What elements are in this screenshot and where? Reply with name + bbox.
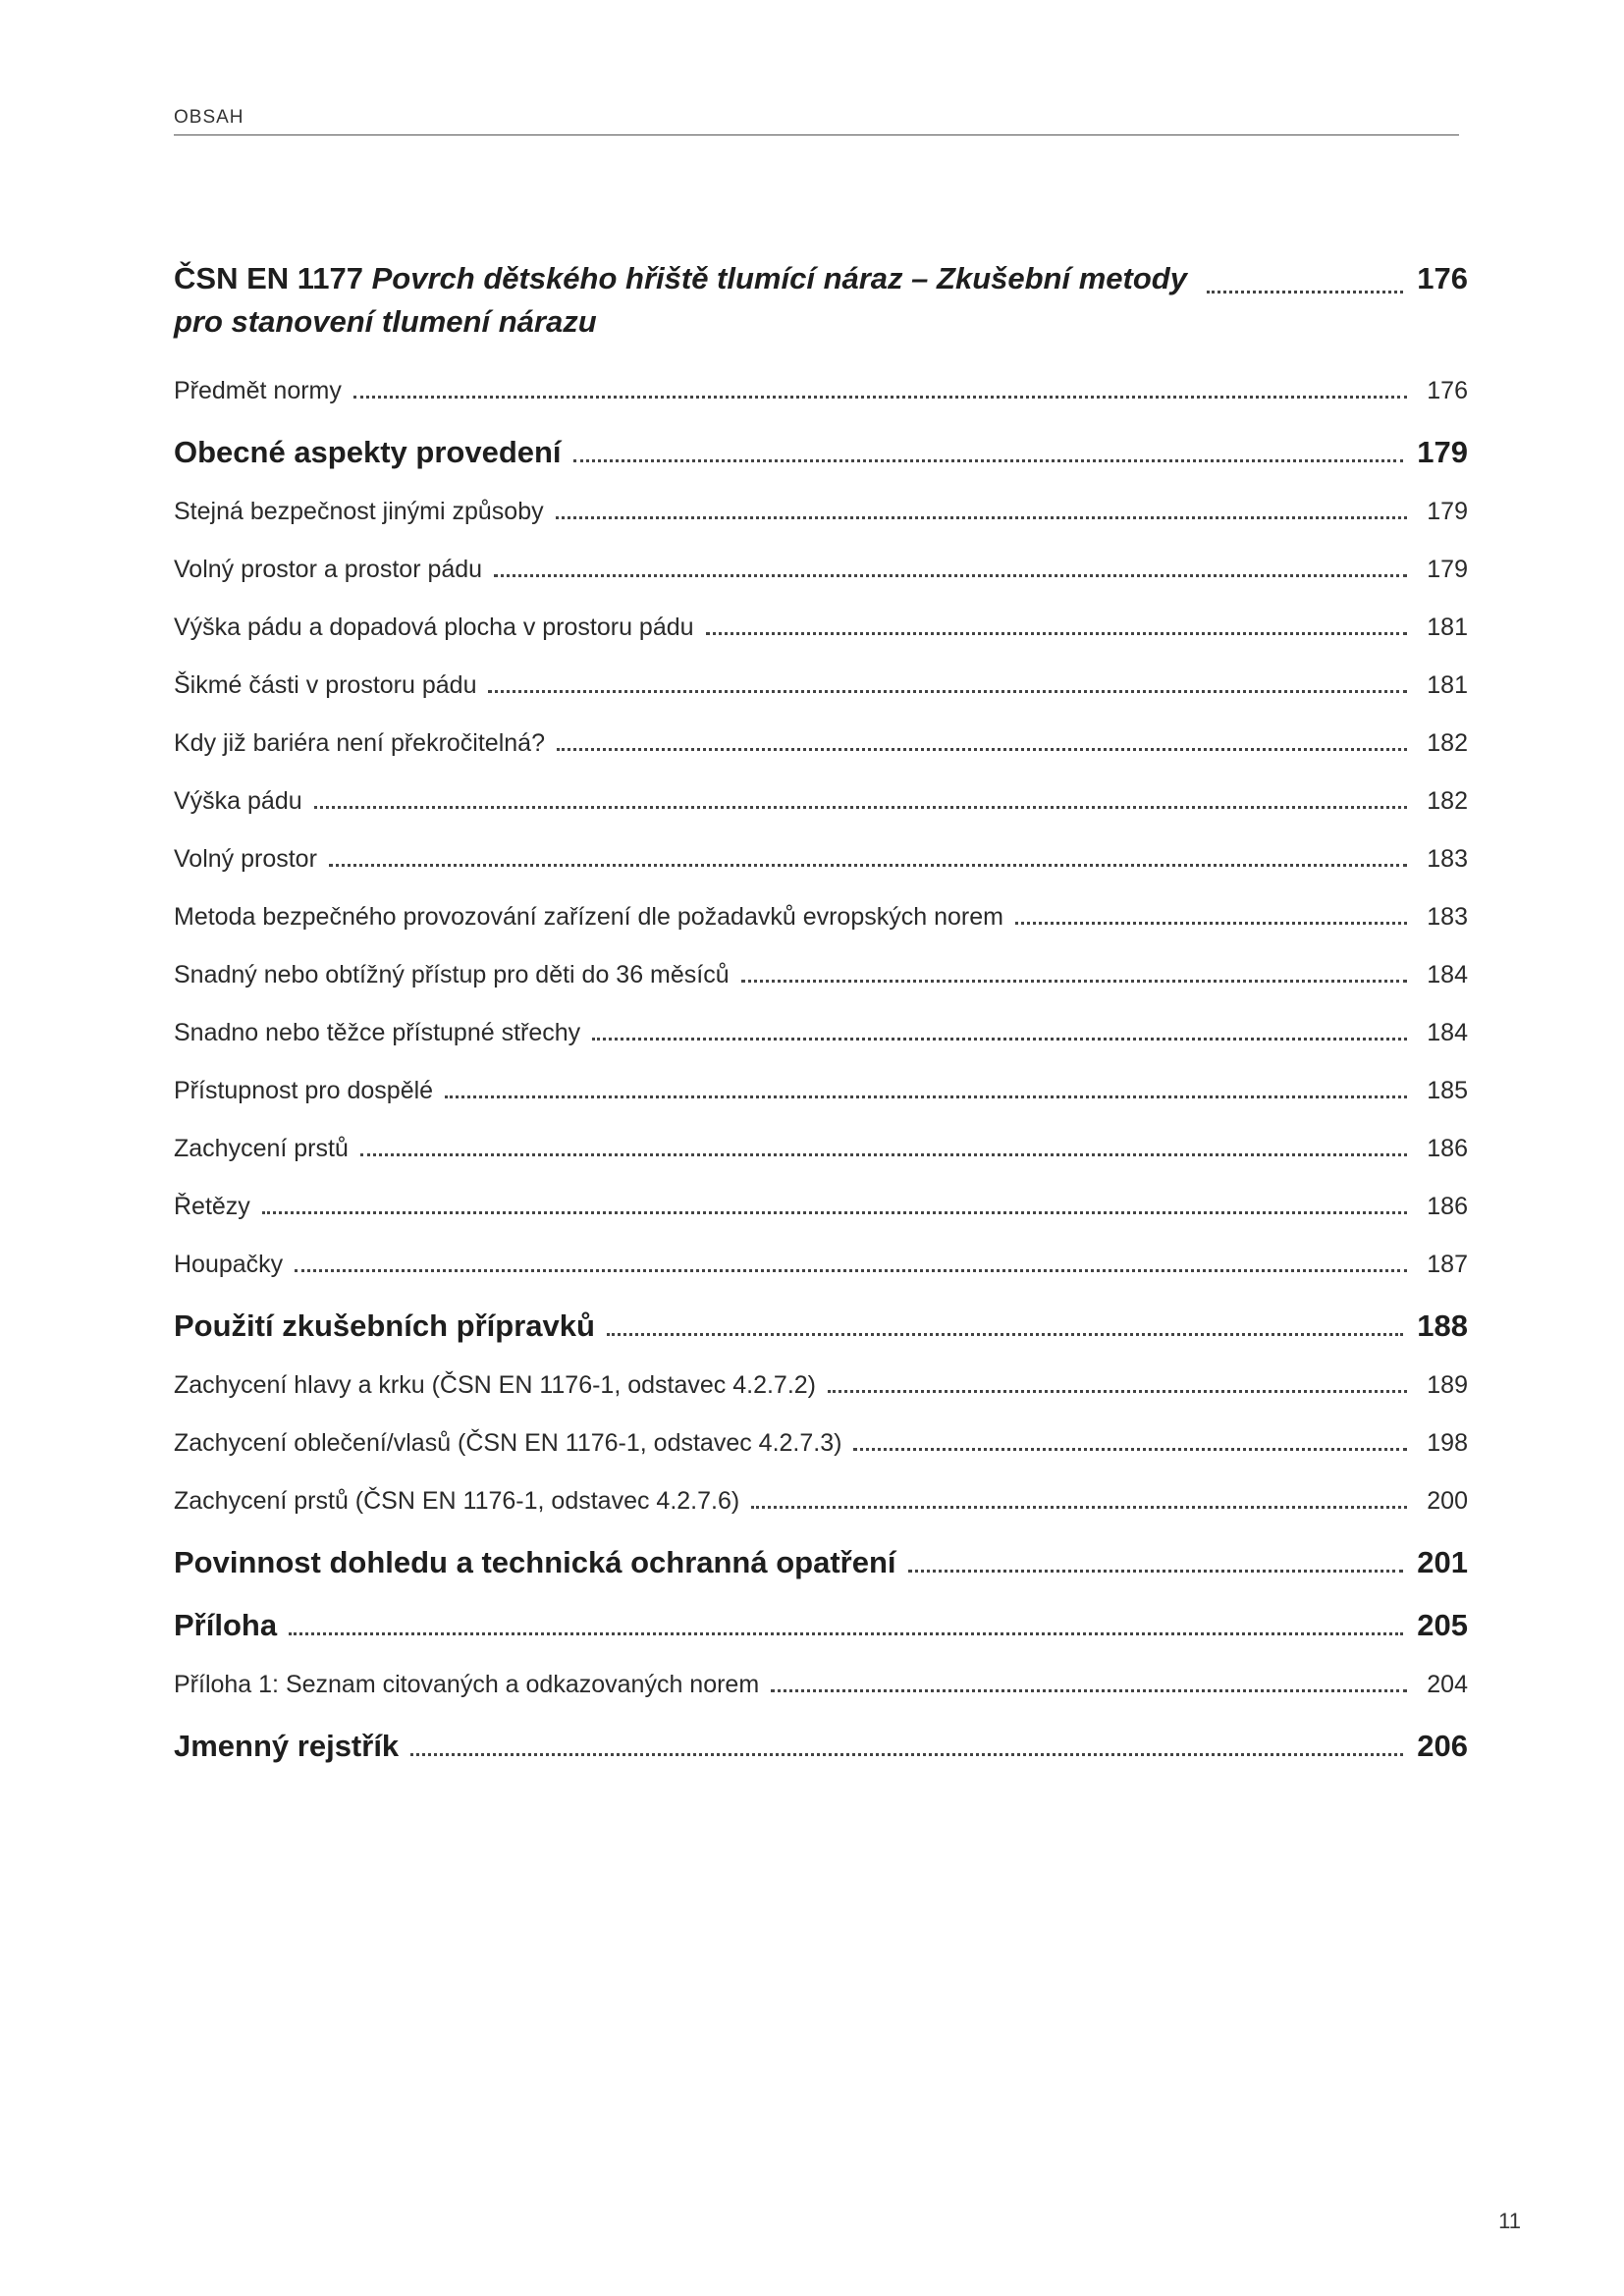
toc-entry-page: 198 (1427, 1429, 1468, 1457)
toc-entry-page: 181 (1427, 614, 1468, 641)
dot-leader (592, 1038, 1407, 1041)
dot-leader (557, 748, 1407, 751)
toc-entry-page: 176 (1427, 377, 1468, 404)
dot-leader (353, 396, 1407, 399)
dot-leader (853, 1448, 1407, 1451)
toc-entry-title: Volný prostor (174, 845, 317, 873)
dot-leader (828, 1390, 1407, 1393)
toc-entry-title-italic: Povrch dětského hřiště tlumící náraz – Zkušební metody pro stanovení tlumení nárazu (174, 261, 1187, 339)
toc-entry-title: Zachycení prstů (174, 1135, 349, 1162)
dot-leader (445, 1095, 1407, 1098)
toc-entry-sub[interactable] (174, 1671, 1468, 1699)
toc-entry-sub[interactable] (174, 1251, 1468, 1279)
toc-entry-sub[interactable] (174, 556, 1468, 584)
dot-leader (488, 690, 1407, 693)
toc-entry-page: 186 (1427, 1135, 1468, 1162)
toc-entry-page: 201 (1417, 1545, 1468, 1579)
toc-entry-title: Obecné aspekty provedení (174, 435, 562, 469)
toc-entry-title: Předmět normy (174, 377, 342, 404)
toc-entry-title (174, 257, 1195, 344)
toc-entry-title: Příloha (174, 1608, 278, 1642)
dot-leader (329, 864, 1407, 867)
toc-entry-title: Přístupnost pro dospělé (174, 1077, 434, 1104)
toc-entry-title: Řetězy (174, 1193, 250, 1220)
toc-entry-page: 204 (1427, 1671, 1468, 1698)
dot-leader (751, 1506, 1407, 1509)
dot-leader (295, 1269, 1407, 1272)
toc-list (174, 377, 1468, 1764)
dot-leader (607, 1333, 1403, 1336)
toc-entry-page: 200 (1427, 1487, 1468, 1515)
toc-entry-main[interactable] (174, 257, 1468, 344)
toc-entry-title: Jmenný rejstřík (174, 1729, 400, 1763)
dot-leader (908, 1570, 1404, 1573)
toc-entry-sub[interactable] (174, 1429, 1468, 1458)
toc-entry-title-prefix: ČSN EN 1177 (174, 261, 372, 295)
running-header: OBSAH (174, 107, 244, 128)
toc-entry-page: 179 (1427, 556, 1468, 583)
dot-leader (410, 1753, 1403, 1756)
toc-entry-title: Snadný nebo obtížný přístup pro děti do 36 měsíců (174, 961, 730, 988)
toc-entry-sub[interactable] (174, 498, 1468, 526)
toc-entry-title: Houpačky (174, 1251, 284, 1278)
toc-entry-title: Příloha 1: Seznam citovaných a odkazovaných norem (174, 1671, 760, 1698)
dot-leader (741, 980, 1407, 983)
toc-entry-page: 205 (1417, 1608, 1468, 1642)
toc-entry-title: Šikmé části v prostoru pádu (174, 671, 477, 699)
toc-entry-title: Zachycení prstů (ČSN EN 1176-1, odstavec 4.2.7.6) (174, 1487, 740, 1515)
toc-entry-page: 188 (1417, 1308, 1468, 1343)
toc-entry-page: 183 (1427, 845, 1468, 873)
toc-entry-sub[interactable] (174, 845, 1468, 874)
toc-entry-sub[interactable] (174, 1193, 1468, 1221)
toc-entry-title: Výška pádu a dopadová plocha v prostoru pádu (174, 614, 694, 641)
toc-entry-title: Zachycení oblečení/vlasů (ČSN EN 1176-1, odstavec 4.2.7.3) (174, 1429, 842, 1457)
toc-entry-sub[interactable] (174, 671, 1468, 700)
toc-entry-page: 184 (1427, 1019, 1468, 1046)
toc-entry-main[interactable] (174, 1545, 1468, 1580)
toc-entry-main[interactable] (174, 435, 1468, 470)
toc-entry-title: Zachycení hlavy a krku (ČSN EN 1176-1, odstavec 4.2.7.2) (174, 1371, 817, 1399)
dot-leader (262, 1211, 1407, 1214)
toc-entry-page: 182 (1427, 729, 1468, 757)
toc-entry-sub[interactable] (174, 1487, 1468, 1516)
toc-entry-sub[interactable] (174, 1135, 1468, 1163)
page-number: 11 (1498, 2209, 1521, 2233)
toc-entry-title: Výška pádu (174, 787, 302, 815)
toc-entry-page: 185 (1427, 1077, 1468, 1104)
toc-entry-main[interactable] (174, 1608, 1468, 1643)
toc-entry-main[interactable] (174, 1308, 1468, 1344)
dot-leader (556, 516, 1407, 519)
toc-entry-title: Volný prostor a prostor pádu (174, 556, 483, 583)
toc-entry-page: 187 (1427, 1251, 1468, 1278)
toc-entry-page: 176 (1417, 261, 1468, 295)
toc-entry-title: Snadno nebo těžce přístupné střechy (174, 1019, 581, 1046)
header-rule (174, 134, 1459, 135)
dot-leader (289, 1632, 1403, 1635)
toc-entry-page: 183 (1427, 903, 1468, 931)
toc-entry-sub[interactable] (174, 614, 1468, 642)
toc-entry-page: 206 (1417, 1729, 1468, 1763)
dot-leader (494, 574, 1407, 577)
toc-entry-page: 181 (1427, 671, 1468, 699)
toc-entry-title: Metoda bezpečného provozování zařízení dle požadavků evropských norem (174, 903, 1003, 931)
dot-leader (360, 1153, 1407, 1156)
toc-entry-title: Použití zkušebních přípravků (174, 1308, 595, 1343)
toc-entry-page: 182 (1427, 787, 1468, 815)
toc-entry-title: Povinnost dohledu a technická ochranná opatření (174, 1545, 896, 1579)
dot-leader (706, 632, 1407, 635)
toc-entry-page: 179 (1427, 498, 1468, 525)
toc-entry-page: 184 (1427, 961, 1468, 988)
toc-entry-title: Kdy již bariéra není překročitelná? (174, 729, 545, 757)
toc-entry-sub[interactable] (174, 961, 1468, 989)
table-of-contents (174, 257, 1468, 1791)
dot-leader (573, 459, 1404, 462)
toc-entry-sub[interactable] (174, 787, 1468, 816)
dot-leader (1207, 291, 1403, 294)
toc-entry-sub[interactable] (174, 1077, 1468, 1105)
toc-entry-page: 179 (1417, 435, 1468, 469)
toc-entry-page: 189 (1427, 1371, 1468, 1399)
toc-entry-sub[interactable] (174, 377, 1468, 405)
dot-leader (771, 1689, 1407, 1692)
toc-entry-sub[interactable] (174, 1371, 1468, 1400)
dot-leader (314, 806, 1407, 809)
toc-entry-sub[interactable] (174, 903, 1468, 932)
toc-entry-title: Stejná bezpečnost jinými způsoby (174, 498, 544, 525)
toc-entry-sub[interactable] (174, 729, 1468, 758)
dot-leader (1015, 922, 1407, 925)
toc-entry-main[interactable] (174, 1729, 1468, 1764)
toc-entry-sub[interactable] (174, 1019, 1468, 1047)
toc-entry-page: 186 (1427, 1193, 1468, 1220)
